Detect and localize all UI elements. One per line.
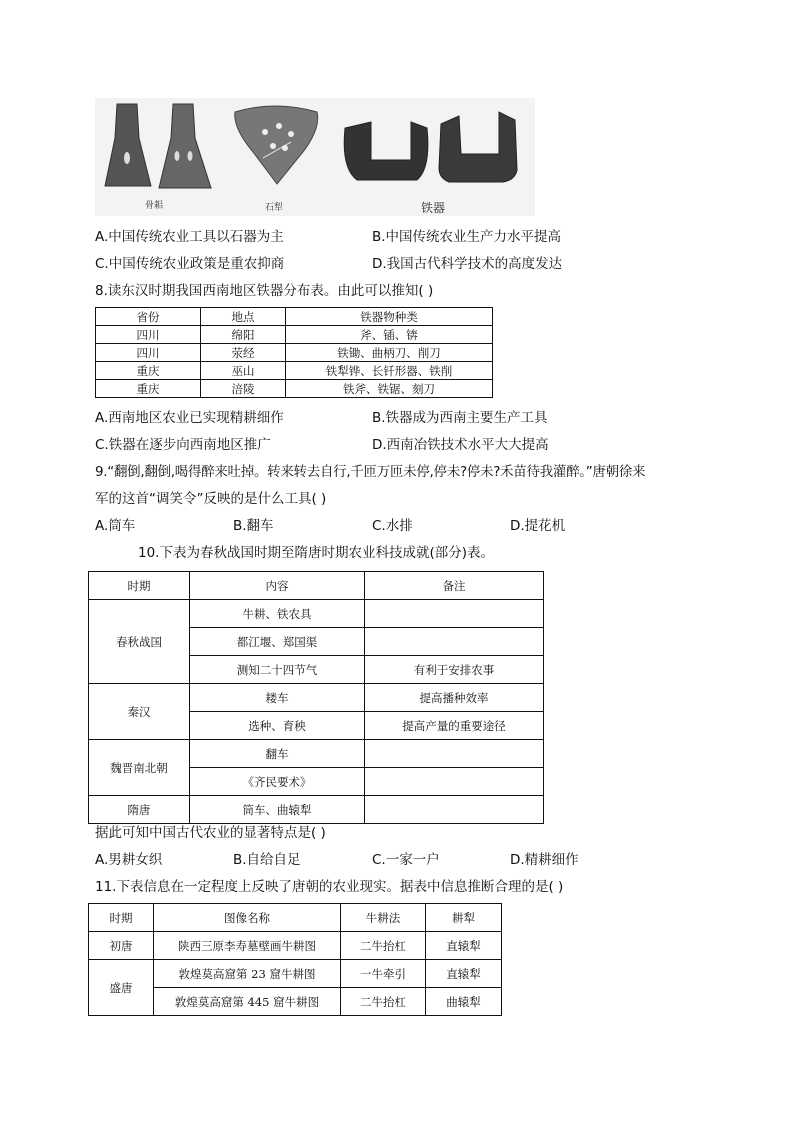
q8-option-a[interactable]: A.西南地区农业已实现精耕细作	[95, 410, 284, 426]
q9-stem-line1: 9.“翻倒,翻倒,喝得醉来吐掉。转来转去自行,千匝万匝未停,停未?停未?禾苗待我灌醉。”唐朝徐来	[95, 464, 646, 480]
table-cell: 翻车	[190, 740, 365, 768]
caption-stone-plough: 石犁	[265, 203, 284, 213]
table-row	[96, 344, 493, 362]
q11-table	[88, 903, 502, 1016]
table-cell: 曲辕犁	[426, 988, 502, 1016]
q8-table	[95, 307, 493, 398]
q10-period-qinhan: 秦汉	[89, 684, 190, 740]
table-cell: 铁锄、曲柄刀、削刀	[286, 344, 493, 362]
tools-figure	[95, 98, 535, 216]
q8-option-d[interactable]: D.西南冶铁技术水平大大提高	[372, 437, 549, 453]
table-cell: 重庆	[96, 362, 201, 380]
q7-option-c[interactable]: C.中国传统农业政策是重农抑商	[95, 256, 285, 272]
q11-header-period: 时期	[89, 904, 154, 932]
bone-spade-2	[159, 104, 211, 188]
table-cell: 四川	[96, 344, 201, 362]
table-cell	[365, 600, 544, 628]
table-cell: 测知二十四节气	[190, 656, 365, 684]
table-cell: 铁犁铧、长钎形器、铁削	[286, 362, 493, 380]
table-cell: 斧、锸、锛	[286, 326, 493, 344]
table-cell: 巫山	[201, 362, 286, 380]
table-cell: 直辕犁	[426, 932, 502, 960]
caption-bone-spade: 骨耜	[145, 201, 164, 211]
table-cell: 敦煌莫高窟第 23 窟牛耕图	[154, 960, 341, 988]
stone-plough	[235, 106, 318, 184]
table-cell: 提高产量的重要途径	[365, 712, 544, 740]
q8-option-c[interactable]: C.铁器在逐步向西南地区推广	[95, 437, 271, 453]
q7-option-a[interactable]: A.中国传统农业工具以石器为主	[95, 229, 284, 245]
table-cell: 都江堰、郑国渠	[190, 628, 365, 656]
q11-header-plough: 耕犁	[426, 904, 502, 932]
iron-tool-2	[439, 112, 517, 182]
table-row	[89, 932, 502, 960]
q9-stem-line2: 军的这首“调笑令”反映的是什么工具( )	[95, 491, 327, 507]
q10-option-b[interactable]: B.自给自足	[233, 852, 301, 868]
q10-option-a[interactable]: A.男耕女织	[95, 852, 163, 868]
table-cell: 涪陵	[201, 380, 286, 398]
table-cell: 四川	[96, 326, 201, 344]
q8-header-province: 省份	[96, 308, 201, 326]
q11-header-method: 牛耕法	[341, 904, 426, 932]
table-cell: 有利于安排农事	[365, 656, 544, 684]
table-row	[89, 960, 502, 988]
caption-iron-tools: 铁器	[421, 201, 446, 215]
q10-header-note: 备注	[365, 572, 544, 600]
q10-question: 据此可知中国古代农业的显著特点是( )	[95, 825, 326, 841]
q8-header-location: 地点	[201, 308, 286, 326]
q9-option-b[interactable]: B.翻车	[233, 518, 274, 534]
table-cell: 铁斧、铁锯、刻刀	[286, 380, 493, 398]
q7-option-b[interactable]: B.中国传统农业生产力水平提高	[372, 229, 562, 245]
table-cell: 选种、育秧	[190, 712, 365, 740]
table-row	[96, 326, 493, 344]
table-cell: 绵阳	[201, 326, 286, 344]
q11-period-high-tang: 盛唐	[89, 960, 154, 1016]
q8-header-types: 铁器物种类	[286, 308, 493, 326]
table-row	[89, 684, 544, 712]
q11-stem: 11.下表信息在一定程度上反映了唐朝的农业现实。据表中信息推断合理的是( )	[95, 879, 564, 895]
q7-option-d[interactable]: D.我国古代科学技术的高度发达	[372, 256, 563, 272]
table-cell: 直辕犁	[426, 960, 502, 988]
q10-period-weijin: 魏晋南北朝	[89, 740, 190, 796]
table-cell: 荥经	[201, 344, 286, 362]
table-row	[89, 740, 544, 768]
table-row	[89, 600, 544, 628]
table-cell	[365, 768, 544, 796]
q10-stem: 10.下表为春秋战国时期至隋唐时期农业科技成就(部分)表。	[138, 545, 495, 561]
table-cell: 耧车	[190, 684, 365, 712]
q10-option-c[interactable]: C.一家一户	[372, 852, 440, 868]
q10-option-d[interactable]: D.精耕细作	[510, 852, 579, 868]
bone-spade-1	[105, 104, 151, 186]
q10-period-suitang: 隋唐	[89, 796, 190, 824]
table-row	[96, 362, 493, 380]
table-cell: 二牛抬杠	[341, 988, 426, 1016]
q10-header-content: 内容	[190, 572, 365, 600]
table-cell: 筒车、曲辕犁	[190, 796, 365, 824]
table-cell: 《齐民要术》	[190, 768, 365, 796]
table-cell	[365, 740, 544, 768]
q9-option-c[interactable]: C.水排	[372, 518, 413, 534]
q8-stem: 8.读东汉时期我国西南地区铁器分布表。由此可以推知( )	[95, 283, 434, 299]
q8-option-b[interactable]: B.铁器成为西南主要生产工具	[372, 410, 548, 426]
table-cell: 陕西三原李寿墓壁画牛耕图	[154, 932, 341, 960]
table-cell	[365, 628, 544, 656]
table-row	[89, 796, 544, 824]
table-cell	[365, 796, 544, 824]
q10-table	[88, 571, 544, 824]
table-cell: 敦煌莫高窟第 445 窟牛耕图	[154, 988, 341, 1016]
q9-option-d[interactable]: D.提花机	[510, 518, 566, 534]
q11-header-image: 图像名称	[154, 904, 341, 932]
q10-header-period: 时期	[89, 572, 190, 600]
q10-period-chunqiu: 春秋战国	[89, 600, 190, 684]
table-cell: 提高播种效率	[365, 684, 544, 712]
table-row	[96, 380, 493, 398]
q11-period-early-tang: 初唐	[89, 932, 154, 960]
iron-tool-1	[344, 122, 428, 180]
table-cell: 一牛牵引	[341, 960, 426, 988]
table-cell: 重庆	[96, 380, 201, 398]
table-cell: 牛耕、铁农具	[190, 600, 365, 628]
q9-option-a[interactable]: A.筒车	[95, 518, 136, 534]
table-cell: 二牛抬杠	[341, 932, 426, 960]
